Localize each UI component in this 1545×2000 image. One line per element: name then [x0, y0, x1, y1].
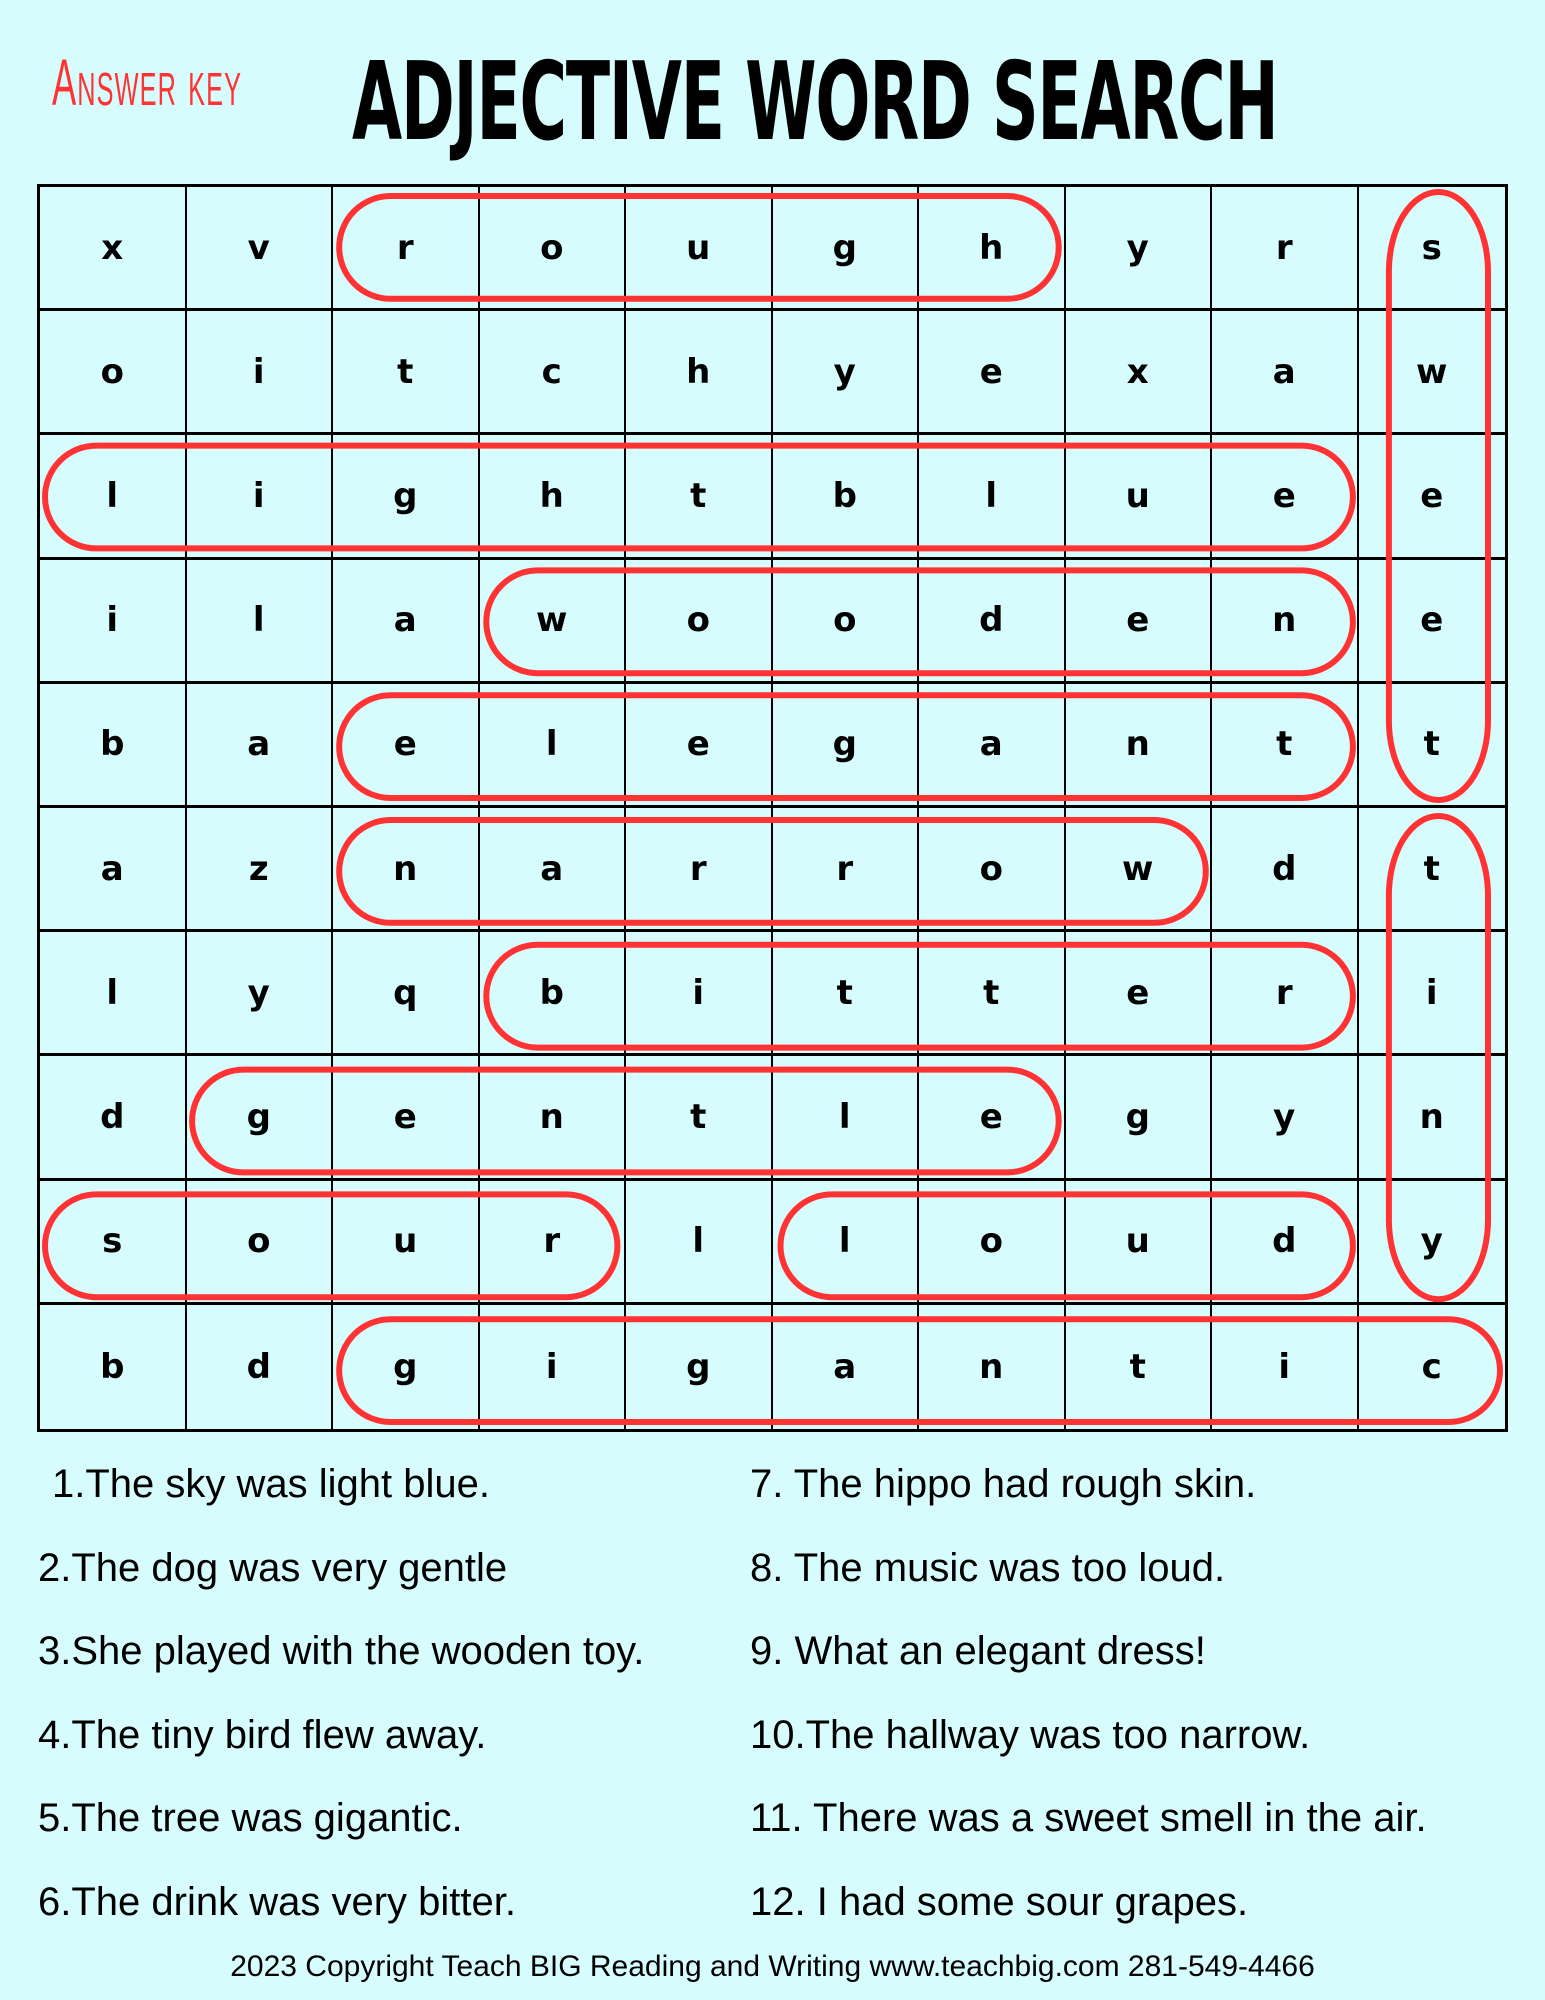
grid-cell: t: [626, 435, 773, 559]
grid-cell: d: [187, 1305, 334, 1429]
grid-cell: i: [40, 560, 187, 684]
grid-cell: l: [40, 932, 187, 1056]
grid-cell: l: [773, 1056, 920, 1180]
grid-cell: s: [1359, 187, 1506, 311]
grid-cell: n: [1359, 1056, 1506, 1180]
grid-cell: l: [187, 560, 334, 684]
grid-cell: b: [40, 684, 187, 808]
grid-cell: a: [480, 808, 627, 932]
grid-cell: l: [773, 1181, 920, 1305]
grid-cell: t: [333, 311, 480, 435]
grid-cell: c: [1421, 1346, 1442, 1387]
grid-cell: t: [919, 932, 1066, 1056]
grid-cell: a: [187, 684, 334, 808]
grid-cell: n: [480, 1056, 627, 1180]
grid-cell: s: [40, 1181, 187, 1305]
grid-cell: t: [773, 932, 920, 1056]
sentence-item: 8. The music was too loud.: [750, 1545, 1226, 1590]
grid-cell: r: [626, 808, 773, 932]
grid-cell: g: [333, 1305, 480, 1429]
grid-cell: n: [1066, 684, 1213, 808]
sentence-item: 7. The hippo had rough skin.: [750, 1462, 1257, 1506]
grid-cell: l: [480, 684, 627, 808]
grid-cell: t: [1359, 808, 1506, 932]
grid-cell: y: [1066, 187, 1213, 311]
grid-cell: q: [333, 932, 480, 1056]
grid-cell: u: [1066, 1181, 1213, 1305]
grid-cell: i: [1359, 932, 1506, 1056]
grid-cell: i: [187, 435, 334, 559]
sentence-item: 6.The drink was very bitter.: [38, 1879, 516, 1924]
grid-cell: e: [1212, 435, 1359, 559]
grid-cell: h: [626, 311, 773, 435]
grid-cell: i: [626, 932, 773, 1056]
grid-cell: t: [1359, 684, 1506, 808]
grid-cell: o: [773, 560, 920, 684]
grid-cell: b: [773, 435, 920, 559]
grid-cell: v: [187, 187, 334, 311]
grid-cell: x: [40, 187, 187, 311]
grid-cell: u: [626, 187, 773, 311]
grid-cell: g: [1066, 1056, 1213, 1180]
grid-cell: w: [1066, 808, 1213, 932]
sentence-item: 4.The tiny bird flew away.: [38, 1712, 487, 1757]
grid-cell: a: [1212, 311, 1359, 435]
grid-cell: l: [626, 1181, 773, 1305]
grid-cell: g: [773, 187, 920, 311]
grid-cell: g: [187, 1056, 334, 1180]
grid-cell: h: [480, 435, 627, 559]
sentence-item: 10.The hallway was too narrow.: [750, 1712, 1311, 1757]
grid-cell: l: [40, 435, 187, 559]
grid-cell: d: [40, 1056, 187, 1180]
grid-cell: d: [1212, 1181, 1359, 1305]
grid-cell: x: [1066, 311, 1213, 435]
grid-cell: l: [919, 435, 1066, 559]
grid-cell: g: [773, 684, 920, 808]
sentence-item: 12. I had some sour grapes.: [750, 1879, 1249, 1924]
grid-cell: i: [480, 1305, 627, 1429]
grid-cell: y: [1212, 1056, 1359, 1180]
grid-cell: y: [187, 932, 334, 1056]
answer-key-label: Answer key: [52, 45, 243, 119]
grid-cell: t: [1066, 1305, 1213, 1429]
grid-cell: o: [626, 560, 773, 684]
grid-cell: o: [40, 311, 187, 435]
grid-cell: d: [919, 560, 1066, 684]
grid-cell: i: [1212, 1305, 1359, 1429]
grid-cell: a: [333, 560, 480, 684]
copyright-footer: 2023 Copyright Teach BIG Reading and Writing www.teachbig.com 281-549-4466: [230, 1950, 1315, 1983]
grid-cell: b: [40, 1305, 187, 1429]
page-title: ADJECTIVE WORD SEARCH: [352, 40, 1278, 165]
grid-cell: e: [1066, 560, 1213, 684]
grid-cell: o: [919, 808, 1066, 932]
sentence-item: 9. What an elegant dress!: [750, 1629, 1206, 1673]
grid-cell: y: [773, 311, 920, 435]
grid-cell: n: [333, 808, 480, 932]
grid-cell: u: [333, 1181, 480, 1305]
grid-cell: r: [1212, 932, 1359, 1056]
grid-cell: d: [1212, 808, 1359, 932]
grid-cell: o: [919, 1181, 1066, 1305]
sentence-item: 3.She played with the wooden toy.: [38, 1629, 645, 1673]
grid-cell: g: [333, 435, 480, 559]
grid-cell: a: [40, 808, 187, 932]
grid-cell: g: [626, 1305, 773, 1429]
grid-cell: o: [187, 1181, 334, 1305]
grid-cell: b: [480, 932, 627, 1056]
sentence-item: 11. There was a sweet smell in the air.: [750, 1796, 1427, 1840]
sentence-item: 2.The dog was very gentle: [38, 1545, 508, 1590]
grid-cell: r: [480, 1181, 627, 1305]
grid-cell: y: [1359, 1181, 1506, 1305]
grid-cell: e: [1066, 932, 1213, 1056]
grid-cell: a: [919, 684, 1066, 808]
grid-cell: w: [480, 560, 627, 684]
grid-cell: r: [1212, 187, 1359, 311]
grid-cell: a: [773, 1305, 920, 1429]
grid-cell: e: [919, 1056, 1066, 1180]
grid-cell: r: [773, 808, 920, 932]
grid-cell: n: [919, 1305, 1066, 1429]
grid-cell: z: [187, 808, 334, 932]
grid-cell: c: [480, 311, 627, 435]
sentence-item: 5.The tree was gigantic.: [38, 1796, 463, 1840]
word-search-grid: [37, 184, 1508, 1432]
grid-cell: e: [1359, 435, 1506, 559]
grid-cell: u: [1066, 435, 1213, 559]
grid-cell: t: [626, 1056, 773, 1180]
grid-cell: e: [919, 311, 1066, 435]
grid-cell: w: [1359, 311, 1506, 435]
sentence-item: 1.The sky was light blue.: [52, 1462, 490, 1506]
grid-cell: e: [333, 1056, 480, 1180]
grid-cell: e: [626, 684, 773, 808]
grid-cell: r: [333, 187, 480, 311]
grid-cell: i: [187, 311, 334, 435]
grid-cell: h: [919, 187, 1066, 311]
grid-cell: n: [1212, 560, 1359, 684]
grid-cell: o: [480, 187, 627, 311]
grid-cell: e: [1359, 560, 1506, 684]
grid-cell: t: [1212, 684, 1359, 808]
grid-cell: e: [333, 684, 480, 808]
